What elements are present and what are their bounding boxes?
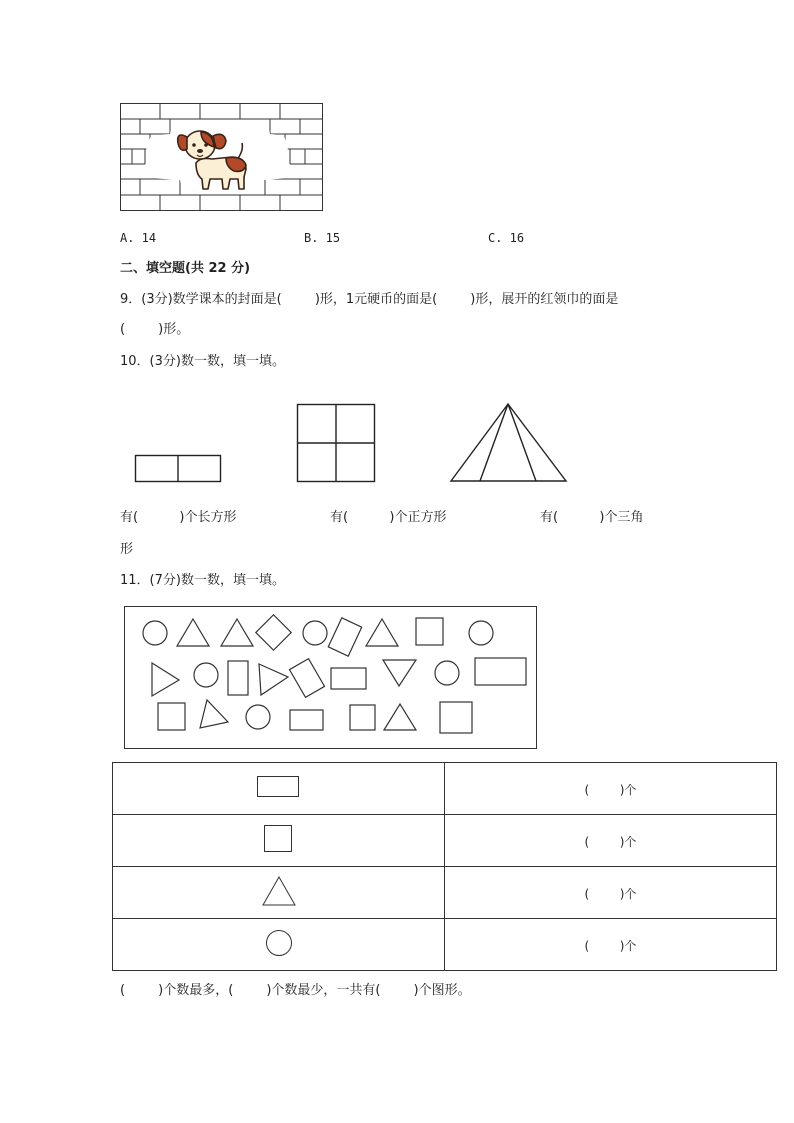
q10-figure-triangles [450, 403, 568, 483]
q10-answer-wrap: 形 [120, 542, 134, 557]
shape-triangle [366, 619, 398, 646]
q11-title: 11．(7分)数一数，填一填。 [120, 573, 285, 588]
table-row [113, 763, 777, 815]
q11-shapes-panel [124, 606, 538, 750]
shape-circle [303, 621, 327, 645]
shape-square [440, 702, 472, 733]
shape-triangle [383, 660, 416, 686]
answer-circle-count: ( )个 [584, 939, 637, 953]
shape-triangle [152, 663, 179, 696]
count-table [112, 762, 777, 971]
q10-answer-rectangles: 有( )个长方形 [120, 510, 237, 525]
rectangle-icon [257, 776, 300, 798]
shape-square [256, 615, 291, 650]
shape-triangle [259, 664, 288, 695]
square-icon [264, 825, 293, 853]
shape-rectangle [475, 658, 526, 685]
q10-figure-squares [297, 404, 375, 483]
table-row [113, 867, 777, 919]
answer-triangle-count: ( )个 [584, 887, 637, 901]
shape-circle [435, 661, 459, 685]
table-row [113, 815, 777, 867]
shape-rectangle [328, 618, 361, 656]
shape-circle [143, 621, 167, 645]
shape-rectangle [331, 668, 366, 689]
shape-triangle [177, 619, 209, 646]
answer-square-count: ( )个 [584, 835, 637, 849]
q9-line2: ( )形。 [120, 322, 190, 337]
q9-line1: 9．(3分)数学课本的封面是( )形，1元硬币的面是( )形，展开的红领巾的面是 [120, 292, 619, 307]
q10-title: 10．(3分)数一数，填一填。 [120, 354, 285, 369]
q10-figure-rectangles [135, 455, 221, 483]
shape-rectangle [228, 661, 248, 695]
option-c: C. 16 [488, 231, 525, 245]
q10-answer-triangles: 有( )个三角 [540, 510, 644, 525]
dog-brick-wall-picture [120, 103, 323, 211]
shape-triangle [384, 704, 416, 730]
shape-square [350, 705, 375, 730]
q11-summary: ( )个数最多，( )个数最少，一共有( )个图形。 [120, 983, 471, 998]
shape-triangle [221, 619, 253, 646]
table-row [113, 919, 777, 971]
section-title: 二、填空题(共 22 分) [120, 261, 251, 276]
shape-circle [469, 621, 493, 645]
option-b: B. 15 [304, 231, 341, 245]
q10-answer-squares: 有( )个正方形 [330, 510, 447, 525]
shape-square [158, 703, 185, 730]
shape-rectangle [290, 710, 323, 730]
shape-triangle [200, 700, 228, 728]
shape-circle [246, 705, 270, 729]
circle-icon [265, 929, 293, 957]
option-a: A. 14 [120, 231, 157, 245]
shape-square [416, 618, 443, 645]
shape-circle [194, 663, 218, 687]
shape-rectangle [289, 659, 324, 698]
answer-rectangle-count: ( )个 [584, 783, 637, 797]
triangle-icon [262, 876, 296, 906]
